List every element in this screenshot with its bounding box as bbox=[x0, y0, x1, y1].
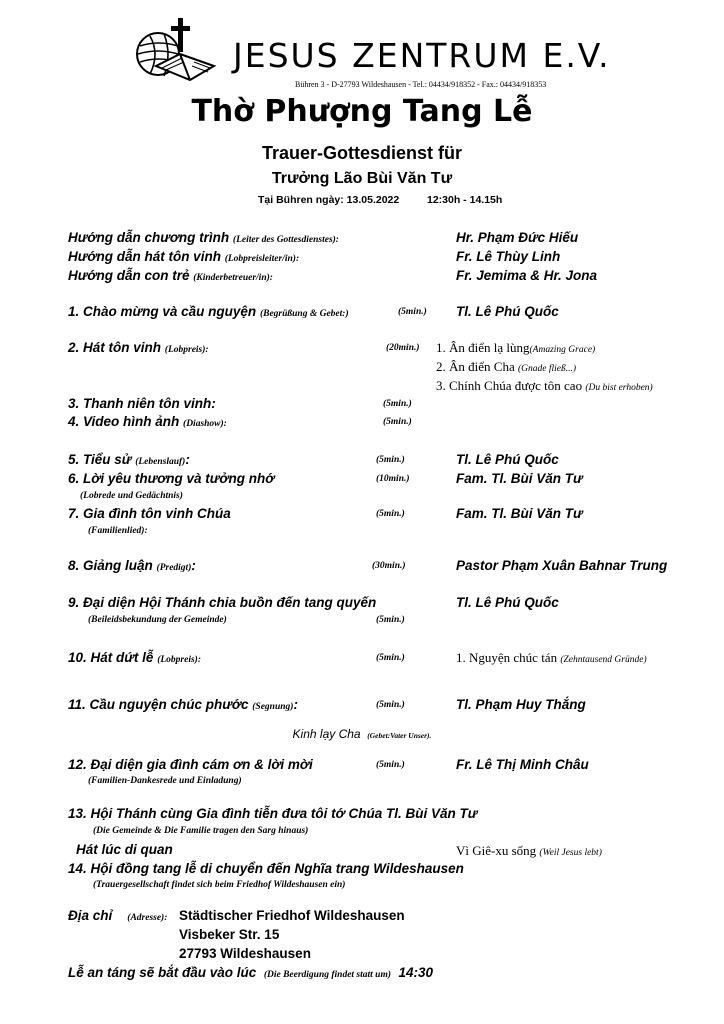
song-german: (Zehntausend Gründe) bbox=[560, 655, 647, 665]
address-line-1: Städtischer Friedhof Wildeshausen bbox=[179, 908, 405, 923]
program-item-1 bbox=[68, 304, 349, 319]
leader-german: (Lobpreisleiter/in): bbox=[224, 254, 300, 264]
subtitle-name: Trưởng Lão Bùi Văn Tư bbox=[271, 170, 453, 187]
song-title: Vì Giê-xu sống bbox=[456, 843, 537, 858]
duration: (5min.) bbox=[376, 653, 405, 663]
program-item-german: (Begrüßung & Gebet:) bbox=[259, 309, 349, 319]
leader-name: Hr. Phạm Đức Hiếu bbox=[456, 230, 579, 245]
program-item-german: (Diashow): bbox=[183, 419, 227, 429]
duration: (5min.) bbox=[398, 307, 427, 317]
duration: (5min.) bbox=[376, 509, 405, 519]
song-item bbox=[436, 359, 576, 375]
jesus-zentrum-logo-icon bbox=[134, 16, 218, 84]
program-item-label: 5. Tiểu sử bbox=[68, 452, 132, 467]
duration: (5min.) bbox=[376, 760, 405, 770]
leader-row bbox=[68, 249, 299, 264]
program-item-4 bbox=[68, 414, 227, 429]
address-label-row bbox=[68, 908, 167, 923]
program-item-3: 3. Thanh niên tôn vinh: bbox=[68, 396, 216, 411]
responsible-person: Tl. Lê Phú Quốc bbox=[456, 304, 559, 319]
responsible-person: Fr. Lê Thị Minh Châu bbox=[456, 757, 589, 772]
leader-german: (Kinderbetreuer/in): bbox=[193, 273, 273, 283]
program-item-label: 11. Cầu nguyện chúc phước bbox=[68, 697, 249, 712]
song-german: (Amazing Grace) bbox=[529, 345, 596, 355]
song-german: (Du bist erhoben) bbox=[585, 383, 653, 393]
duration: (5min.) bbox=[376, 700, 405, 710]
program-item-colon: : bbox=[293, 697, 298, 712]
program-item-2 bbox=[68, 340, 209, 355]
time-range: 12:30h - 14.15h bbox=[427, 194, 503, 206]
program-item-german: (Segnung) bbox=[252, 702, 294, 712]
responsible-person: Tl. Lê Phú Quốc bbox=[456, 452, 559, 467]
song-item bbox=[436, 340, 595, 356]
duration: (5min.) bbox=[383, 399, 412, 409]
program-item-colon: : bbox=[191, 558, 196, 573]
program-item-german: (Familien-Dankesrede und Einladung) bbox=[88, 776, 242, 786]
program-item-14: 14. Hội đồng tang lễ di chuyển đến Nghĩa trang Wildeshausen bbox=[68, 861, 464, 876]
prayer-german: (Gebet:Vater Unser). bbox=[367, 731, 432, 740]
song-title: 2. Ân điển Cha bbox=[436, 359, 515, 374]
leader-label: Hướng dẫn con trẻ bbox=[68, 268, 190, 283]
program-item-german: (Trauergesellschaft findet sich beim Friedhof Wildeshausen ein) bbox=[93, 880, 346, 890]
duration: (10min.) bbox=[376, 474, 410, 484]
program-item-german: (Lebenslauf) bbox=[135, 457, 186, 467]
leader-row bbox=[68, 268, 273, 283]
organization-name: JESUS ZENTRUM E.V. bbox=[233, 36, 611, 75]
responsible-person: Tl. Lê Phú Quốc bbox=[456, 595, 559, 610]
address-line-2: Visbeker Str. 15 bbox=[179, 927, 280, 942]
song-title: 1. Ân điển lạ lùng bbox=[436, 340, 530, 355]
subtitle-german: Trauer-Gottesdienst für bbox=[261, 143, 463, 163]
program-item-colon: : bbox=[185, 452, 190, 467]
responsible-person: Pastor Phạm Xuân Bahnar Trung bbox=[456, 558, 668, 573]
program-item-label: 8. Giảng luận bbox=[68, 558, 153, 573]
burial-row bbox=[68, 965, 433, 980]
duration: (30min.) bbox=[372, 561, 406, 571]
leader-row bbox=[68, 230, 339, 245]
address-label: Địa chỉ bbox=[68, 908, 113, 923]
address-line-3: 27793 Wildeshausen bbox=[179, 946, 311, 961]
program-item-6: 6. Lời yêu thương và tưởng nhớ bbox=[68, 471, 275, 486]
program-item-label: 2. Hát tôn vinh bbox=[68, 340, 162, 355]
song-german: (Weil Jesus lebt) bbox=[539, 848, 602, 858]
program-item-7: 7. Gia đình tôn vinh Chúa bbox=[68, 506, 231, 521]
burial-german: (Die Beerdigung findet statt um) bbox=[263, 970, 392, 980]
song-item bbox=[456, 650, 647, 666]
page-title: Thờ Phượng Tang Lễ bbox=[191, 94, 533, 129]
date-place: Tại Bühren ngày: 13.05.2022 bbox=[258, 194, 400, 206]
organization-address: Bühren 3 - D-27793 Wildeshausen - Tel.: 04434/918352 - Fax.: 04434/918353 bbox=[295, 80, 547, 89]
song-item bbox=[456, 843, 602, 859]
duration: (5min.) bbox=[383, 417, 412, 427]
responsible-person: Fam. Tl. Bùi Văn Tư bbox=[456, 471, 583, 486]
leader-label: Hướng dẫn chương trình bbox=[68, 230, 230, 245]
leader-label: Hướng dẫn hát tôn vinh bbox=[68, 249, 221, 264]
program-item-german: (Die Gemeinde & Die Familie tragen den Sarg hinaus) bbox=[93, 826, 309, 836]
leader-german: (Leiter des Gottesdienstes): bbox=[232, 235, 339, 245]
song-label: Hát lúc di quan bbox=[76, 842, 173, 857]
program-item-5 bbox=[68, 452, 190, 467]
prayer-line bbox=[0, 727, 724, 741]
song-title: 1. Nguyện chúc tán bbox=[456, 650, 558, 665]
duration: (5min.) bbox=[376, 615, 405, 625]
address-german: (Adresse): bbox=[127, 913, 168, 923]
program-item-german: (Predigt) bbox=[156, 563, 192, 573]
program-item-label: 10. Hát dứt lễ bbox=[68, 650, 154, 665]
burial-label: Lễ an táng sẽ bắt đầu vào lúc bbox=[68, 965, 257, 980]
responsible-person: Fam. Tl. Bùi Văn Tư bbox=[456, 506, 583, 521]
program-item-8 bbox=[68, 558, 196, 573]
program-item-german: (Lobpreis): bbox=[164, 345, 209, 355]
prayer-label: Kinh lạy Cha bbox=[292, 727, 361, 741]
program-item-german: (Lobpreis): bbox=[157, 655, 201, 665]
leader-name: Fr. Jemima & Hr. Jona bbox=[456, 268, 598, 283]
program-item-11 bbox=[68, 697, 298, 712]
leader-name: Fr. Lê Thùy Linh bbox=[456, 249, 561, 264]
song-german: (Gnade fließ...) bbox=[517, 364, 577, 374]
program-item-9: 9. Đại diện Hội Thánh chia buồn đến tang quyến bbox=[68, 595, 377, 610]
program-item-german: (Beileidsbekundung der Gemeinde) bbox=[88, 615, 227, 625]
duration: (5min.) bbox=[376, 455, 405, 465]
program-item-german: (Lobrede und Gedächtnis) bbox=[80, 491, 183, 501]
program-item-german: (Familienlied): bbox=[88, 526, 148, 536]
program-item-13: 13. Hội Thánh cùng Gia đình tiễn đưa tôi tớ Chúa Tl. Bùi Văn Tư bbox=[68, 806, 478, 821]
responsible-person: Tl. Phạm Huy Thắng bbox=[456, 697, 586, 712]
song-title: 3. Chính Chúa được tôn cao bbox=[436, 378, 583, 393]
burial-time: 14:30 bbox=[398, 965, 434, 980]
duration: (20min.) bbox=[386, 343, 420, 353]
song-item bbox=[436, 378, 653, 394]
program-item-10 bbox=[68, 650, 201, 665]
program-item-label: 4. Video hình ảnh bbox=[68, 414, 180, 429]
program-item-label: 1. Chào mừng và cầu nguyện bbox=[68, 304, 257, 319]
program-item-12: 12. Đại diện gia đình cám ơn & lời mời bbox=[68, 757, 313, 772]
